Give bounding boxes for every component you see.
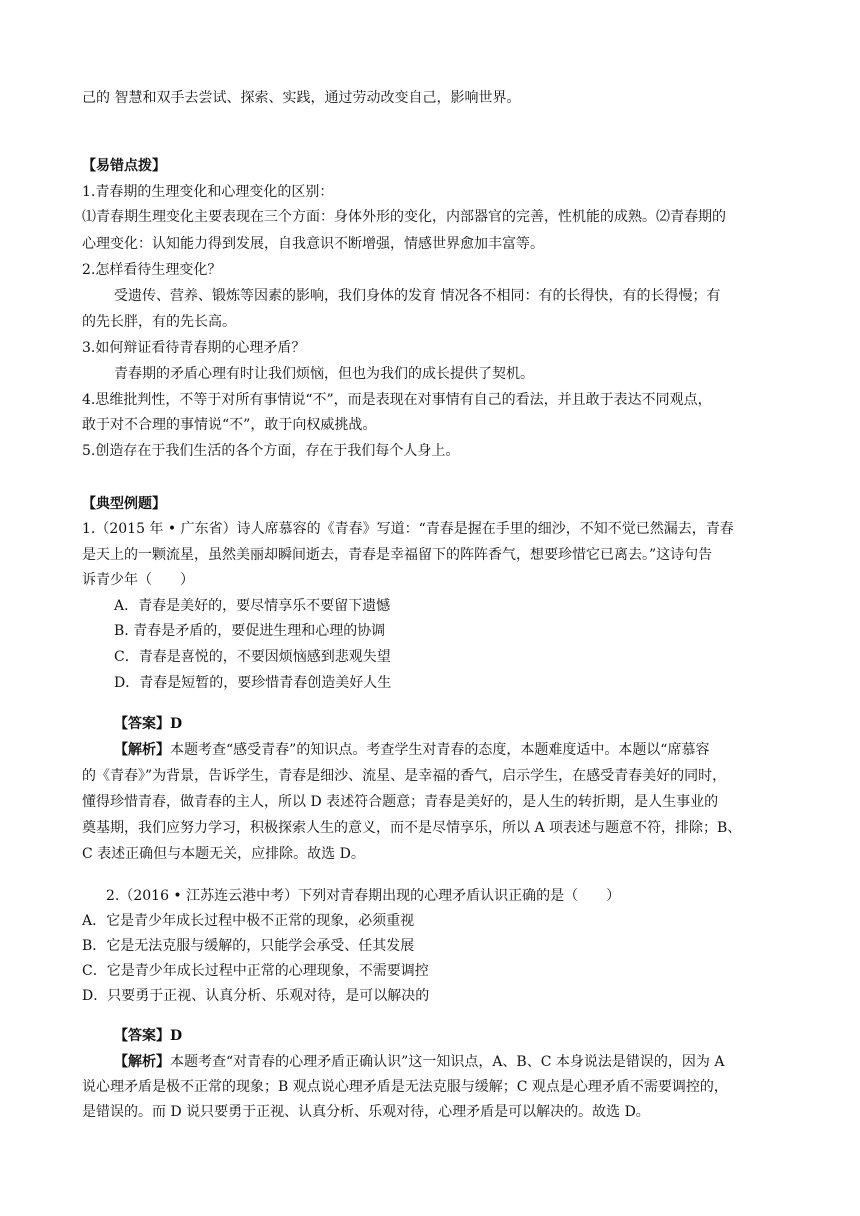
q1-analysis-line-4: 奠基期，我们应努力学习，积极探索人生的意义，而不是尽情享乐，所以 A 项表述与题意不符，排除；B、 xyxy=(82,820,742,836)
q1-option-d: D．青春是短暂的，要珍惜青春创造美好人生 xyxy=(114,675,392,691)
intro-line: 己的 智慧和双手去尝试、探索、实践，通过劳动改变自己，影响世界。 xyxy=(82,90,521,106)
q1-analysis-line-5: C 表述正确但与本题无关，应排除。故选 D。 xyxy=(82,846,365,862)
q1-analysis-label: 【解析】 xyxy=(114,742,170,758)
mistake-3-title: 3.如何辩证看待青春期的心理矛盾？ xyxy=(82,340,306,356)
q2-option-d: D．只要勇于正视、认真分析、乐观对待，是可以解决的 xyxy=(82,988,430,1004)
q1-line-3: 诉青少年（ ） xyxy=(82,572,194,588)
q2-line-1: 2.（2016 • 江苏连云港中考）下列对青春期出现的心理矛盾认识正确的是（ ） xyxy=(106,888,621,904)
mistake-1-line-2: 心理变化：认知能力得到发展，自我意识不断增强，情感世界愈加丰富等。 xyxy=(82,236,544,252)
q1-analysis-line-1 xyxy=(114,740,782,760)
mistake-5-line-1: 5.创造存在于我们生活的各个方面，存在于我们每个人身上。 xyxy=(82,443,460,459)
mistake-4-line-2: 敢于对不合理的事情说“不”，敢于向权威挑战。 xyxy=(82,417,377,433)
q1-option-c: C．青春是喜悦的，不要因烦恼感到悲观失望 xyxy=(114,649,391,665)
mistakes-heading: 【易错点拨】 xyxy=(82,158,166,174)
mistake-2-line-2: 的先长胖，有的先长高。 xyxy=(82,314,236,330)
q1-analysis-text: 本题考查“感受青春”的知识点。考查学生对青春的态度，本题难度适中。本题以“席慕容 xyxy=(170,742,710,758)
q1-analysis-line-2: 的《青春》”为背景，告诉学生，青春是细沙、流星、是幸福的香气，启示学生，在感受青春美好的同时， xyxy=(82,768,727,784)
q2-analysis-line-3: 是错误的。而 D 说只要勇于正视、认真分析、乐观对待，心理矛盾是可以解决的。故选 D。 xyxy=(82,1104,650,1120)
mistake-1-line-1: ⑴青春期生理变化主要表现在三个方面：身体外形的变化，内部器官的完善，性机能的成熟。⑵青春期的 xyxy=(82,209,726,225)
q1-line-1: 1.（2015 年 • 广东省）诗人席慕容的《青春》写道：“青春是握在手里的细沙，不知不觉已然漏去，青春 xyxy=(82,521,734,537)
q2-option-b: B．它是无法克服与缓解的，只能学会承受、任其发展 xyxy=(82,938,415,954)
q1-analysis-line-3: 懂得珍惜青春，做青春的主人，所以 D 表述符合题意；青春是美好的，是人生的转折期，是人生事业的 xyxy=(82,794,719,810)
q2-option-a: A．它是青少年成长过程中极不正常的现象，必须重视 xyxy=(82,913,415,929)
q2-analysis-label: 【解析】 xyxy=(114,1054,170,1070)
q1-line-2: 是天上的一颗流星，虽然美丽却瞬间逝去，青春是幸福留下的阵阵香气，想要珍惜它已离去。”这诗句告 xyxy=(82,547,713,563)
q2-answer: 【答案】D xyxy=(114,1028,183,1044)
q2-option-c: C．它是青少年成长过程中正常的心理现象，不需要调控 xyxy=(82,963,429,979)
mistake-2-line-1: 受遗传、营养、锻炼等因素的影响，我们身体的发育 情况各不相同：有的长得快，有的长得慢；有 xyxy=(114,288,721,304)
examples-heading: 【典型例题】 xyxy=(82,496,166,512)
q2-analysis-line-1 xyxy=(114,1052,782,1072)
mistake-3-line-1: 青春期的矛盾心理有时让我们烦恼，但也为我们的成长提供了契机。 xyxy=(114,366,534,382)
mistake-1-title: 1.青春期的生理变化和心理变化的区别： xyxy=(82,184,334,200)
mistake-2-title: 2.怎样看待生理变化？ xyxy=(82,262,222,278)
q2-analysis-text: 本题考查“对青春的心理矛盾正确认识”这一知识点，A、B、C 本身说法是错误的，因为 A xyxy=(170,1054,725,1070)
mistake-4-line-1: 4.思维批判性，不等于对所有事情说“不”，而是表现在对事情有自己的看法，并且敢于表达不同观点， xyxy=(82,392,712,408)
q1-answer: 【答案】D xyxy=(114,716,183,732)
q2-analysis-line-2: 说心理矛盾是极不正常的现象；B 观点说心理矛盾是无法克服与缓解；C 观点是心理矛盾不需要调控的， xyxy=(82,1079,728,1095)
q1-option-a: A．青春是美好的，要尽情享乐不要留下遗憾 xyxy=(114,598,391,614)
q1-option-b: B. 青春是矛盾的，要促进生理和心理的协调 xyxy=(114,623,386,639)
